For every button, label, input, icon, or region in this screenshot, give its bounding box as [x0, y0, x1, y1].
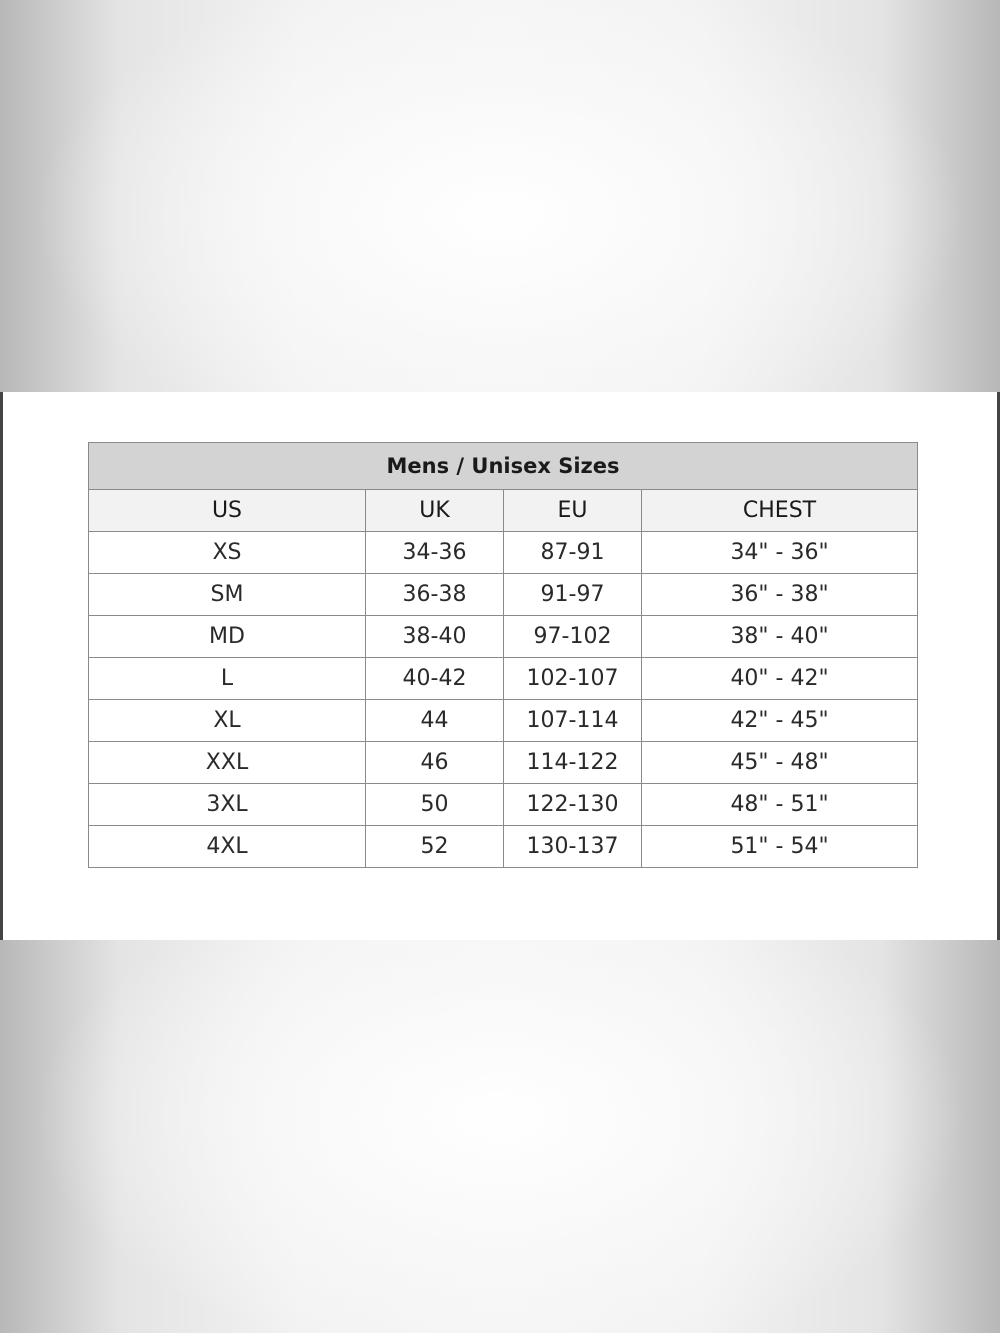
cell-chest: 36" - 38": [642, 574, 918, 616]
cell-eu: 102-107: [504, 658, 642, 700]
size-chart-panel: [0, 392, 1000, 940]
table-header-row: [89, 490, 918, 532]
cell-us: 4XL: [89, 826, 366, 868]
cell-chest: 45" - 48": [642, 742, 918, 784]
table-row: [89, 742, 918, 784]
cell-eu: 97-102: [504, 616, 642, 658]
size-chart-table: [88, 442, 918, 868]
cell-uk: 52: [366, 826, 504, 868]
table-row: [89, 700, 918, 742]
cell-eu: 130-137: [504, 826, 642, 868]
cell-uk: 44: [366, 700, 504, 742]
column-header-eu: EU: [504, 490, 642, 532]
cell-eu: 122-130: [504, 784, 642, 826]
column-header-uk: UK: [366, 490, 504, 532]
cell-uk: 34-36: [366, 532, 504, 574]
table-row: [89, 784, 918, 826]
cell-eu: 114-122: [504, 742, 642, 784]
cell-us: XXL: [89, 742, 366, 784]
table-row: [89, 532, 918, 574]
table-title-row: [89, 443, 918, 490]
cell-eu: 87-91: [504, 532, 642, 574]
cell-us: XL: [89, 700, 366, 742]
cell-us: SM: [89, 574, 366, 616]
cell-uk: 46: [366, 742, 504, 784]
background-top: [0, 0, 1000, 392]
column-header-us: US: [89, 490, 366, 532]
cell-us: MD: [89, 616, 366, 658]
cell-uk: 40-42: [366, 658, 504, 700]
cell-us: 3XL: [89, 784, 366, 826]
table-row: [89, 574, 918, 616]
cell-chest: 42" - 45": [642, 700, 918, 742]
cell-eu: 107-114: [504, 700, 642, 742]
cell-chest: 40" - 42": [642, 658, 918, 700]
cell-eu: 91-97: [504, 574, 642, 616]
table-row: [89, 658, 918, 700]
table-title: Mens / Unisex Sizes: [89, 443, 918, 490]
background-bottom: [0, 940, 1000, 1333]
column-header-chest: CHEST: [642, 490, 918, 532]
cell-chest: 51" - 54": [642, 826, 918, 868]
cell-uk: 50: [366, 784, 504, 826]
table-row: [89, 826, 918, 868]
cell-chest: 34" - 36": [642, 532, 918, 574]
cell-chest: 48" - 51": [642, 784, 918, 826]
cell-uk: 36-38: [366, 574, 504, 616]
cell-us: L: [89, 658, 366, 700]
cell-uk: 38-40: [366, 616, 504, 658]
table-row: [89, 616, 918, 658]
cell-chest: 38" - 40": [642, 616, 918, 658]
cell-us: XS: [89, 532, 366, 574]
